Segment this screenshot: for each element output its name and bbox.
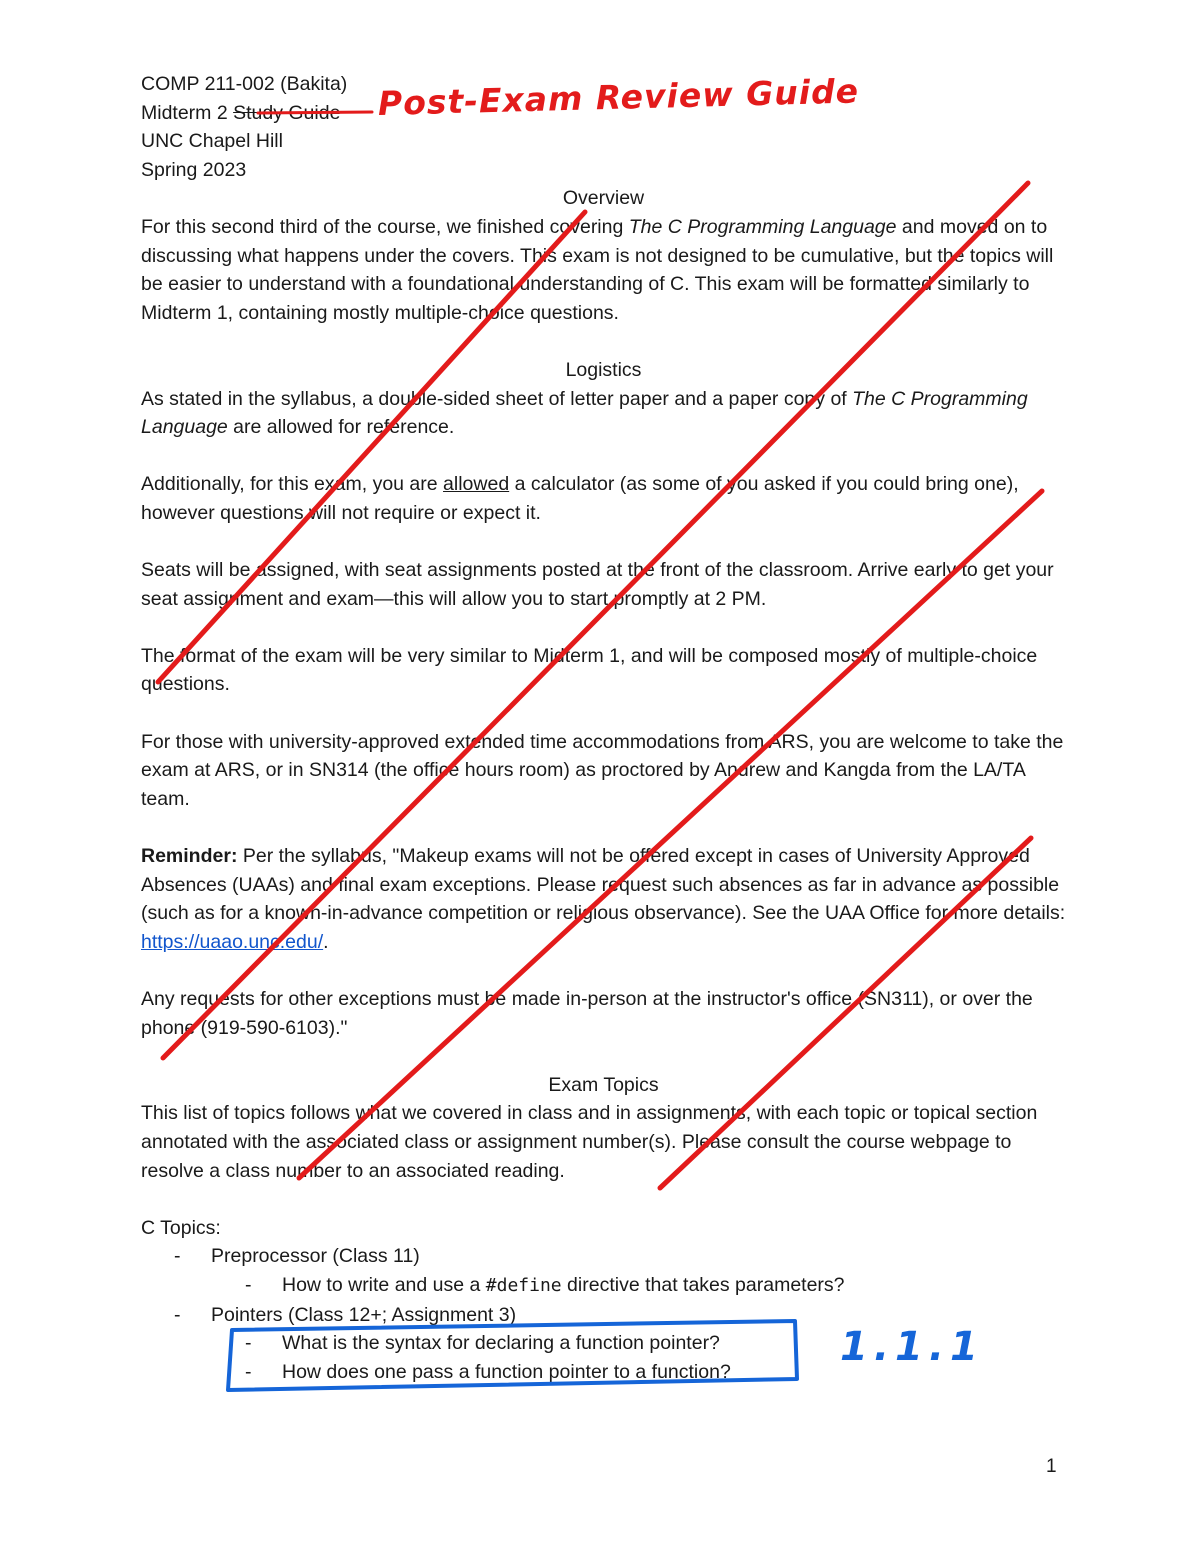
logistics-text-a: As stated in the syllabus, a double-sided sheet of letter paper and a paper copy of (141, 387, 853, 410)
subtopics-list (211, 1271, 1066, 1301)
document-body (141, 70, 1066, 1386)
struck-study-guide: Study Guide (233, 101, 341, 124)
page-number: 1 (1046, 1456, 1057, 1477)
book-title: The C Programming Language (628, 215, 897, 238)
school-line: UNC Chapel Hill (141, 130, 283, 153)
overview-paragraph (141, 213, 1066, 327)
logistics-paragraph-2 (141, 470, 1066, 527)
logistics-text-b: are allowed for reference. (227, 416, 455, 439)
list-item (141, 1242, 1066, 1300)
handwritten-section-number: 1.1.1 (840, 1324, 984, 1370)
handwritten-title: Post-Exam Review Guide (377, 71, 860, 123)
topic-label: Preprocessor (Class 11) (211, 1245, 420, 1268)
exam-topics-intro: This list of topics follows what we covered in class and in assignments, with each topic or topical section annotated with the associated class or assignment number(s). Please consult the course webpage to resolve a class number to an associated reading. (141, 1102, 1038, 1182)
uaa-office-link[interactable]: https://uaao.unc.edu/ (141, 930, 324, 953)
subtopic-text: What is the syntax for declaring a function pointer? (282, 1332, 720, 1355)
overview-text-a: For this second third of the course, we finished covering (141, 215, 629, 238)
logistics-paragraph-6: Any requests for other exceptions must be made in-person at the instructor's office (SN311), or over the phone (919-590-6103)." (141, 988, 1033, 1039)
calculator-text-a: Additionally, for this exam, you are (141, 473, 444, 496)
subtopic-text-a: How to write and use a (282, 1273, 486, 1296)
logistics-heading: Logistics (565, 358, 642, 381)
topic-label: Pointers (Class 12+; Assignment 3) (211, 1303, 517, 1326)
c-topics-label: C Topics: (141, 1216, 221, 1239)
reminder-end: . (323, 930, 329, 953)
term-line: Spring 2023 (141, 158, 247, 181)
overview-text-b: and moved on to discussing what happens under the covers. This exam is not designed to be cumulative, but the topics will be easier to understand with a foundational understanding of C. This exam will be formatted similarly to Midterm 1, containing mostly multiple-choice questions. (141, 215, 1054, 324)
calculator-text-b: a calculator (as some of you asked if you could bring one), however questions will not require or expect it. (141, 473, 1019, 524)
logistics-paragraph-5: For those with university-approved extended time accommodations from ARS, you are welcome to take the exam at ARS, or in SN314 (the office hours room) as proctored by Andrew and Kangda from the LA/TA team. (141, 730, 1064, 810)
overview-heading: Overview (562, 187, 645, 210)
logistics-paragraph-4: The format of the exam will be very similar to Midterm 1, and will be composed mostly of multiple-choice questions. (141, 644, 1038, 696)
reminder-label: Reminder: (141, 845, 238, 868)
list-item (211, 1271, 1066, 1301)
midterm-prefix: Midterm 2 (141, 101, 228, 124)
book-title: The C Programming Language (141, 387, 1028, 439)
exam-topics-heading: Exam Topics (548, 1073, 659, 1096)
course-line: COMP 211-002 (Bakita) (141, 73, 348, 95)
logistics-paragraph-3: Seats will be assigned, with seat assignments posted at the front of the classroom. Arrive early to get your seat assignment and exam—this will allow you to start promptly at 2 PM. (141, 559, 1054, 610)
subtopic-text: How does one pass a function pointer to a function? (282, 1360, 731, 1383)
subtopic-text-b: directive that takes parameters? (561, 1273, 845, 1296)
define-code: #define (485, 1274, 562, 1296)
reminder-text: Per the syllabus, "Makeup exams will not be offered except in cases of University Approved Absences (UAAs) and final exam exceptions. Please request such absences as far in advance as possible (such as for a known-in-advance competition or religious observance). See the UAA Office for more details: (141, 845, 1066, 925)
reminder-paragraph (141, 842, 1066, 956)
logistics-paragraph-1 (141, 385, 1066, 442)
allowed-word: allowed (443, 473, 510, 496)
